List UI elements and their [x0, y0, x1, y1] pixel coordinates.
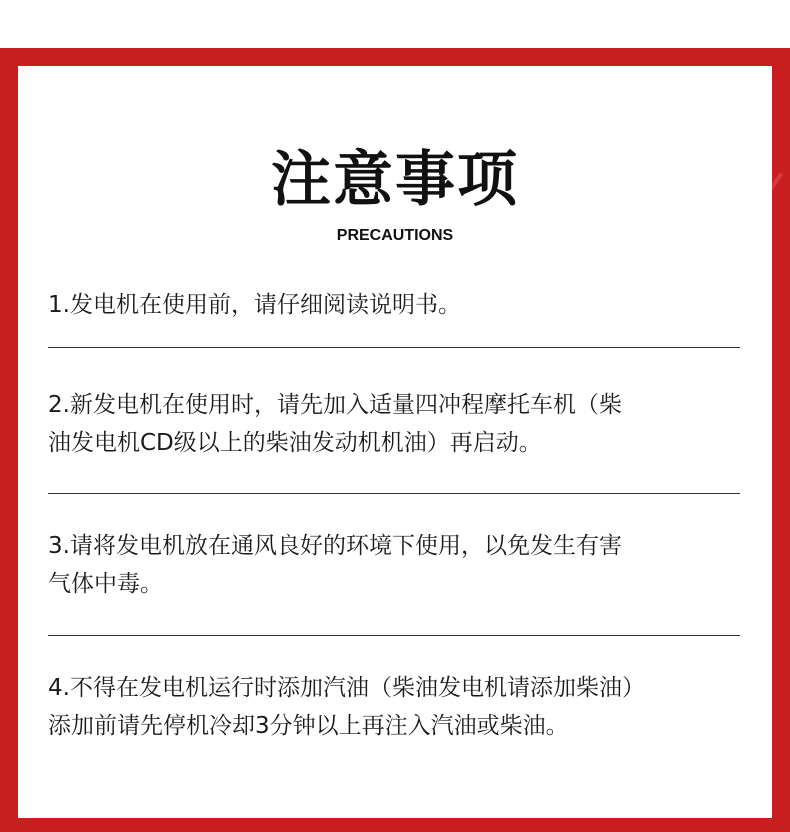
precaution-item-1-line-1: 1.发电机在使用前，请仔细阅读说明书。: [48, 292, 461, 318]
precaution-item-2: [48, 386, 748, 462]
precaution-item-1: [48, 286, 748, 324]
page-title: 注意事项: [271, 145, 519, 215]
precaution-item-2-line-2: 油发电机CD级以上的柴油发动机机油）再启动。: [48, 430, 542, 456]
precaution-item-3-line-1: 3.请将发电机放在通风良好的环境下使用，以免发生有害: [48, 533, 622, 559]
precaution-item-3: [48, 527, 748, 603]
precautions-card: [18, 66, 772, 818]
divider-3: [48, 635, 740, 636]
precaution-item-2-line-1: 2.新发电机在使用时，请先加入适量四冲程摩托车机（柴: [48, 392, 622, 418]
divider-1: [48, 347, 740, 348]
precaution-item-4: [48, 669, 748, 745]
divider-2: [48, 493, 740, 494]
precaution-item-4-line-1: 4.不得在发电机运行时添加汽油（柴油发电机请添加柴油）: [48, 675, 645, 701]
precaution-item-4-line-2: 添加前请先停机冷却3分钟以上再注入汽油或柴油。: [48, 713, 569, 739]
page-subtitle: PRECAUTIONS: [336, 227, 454, 244]
precaution-item-3-line-2: 气体中毒。: [48, 571, 163, 597]
